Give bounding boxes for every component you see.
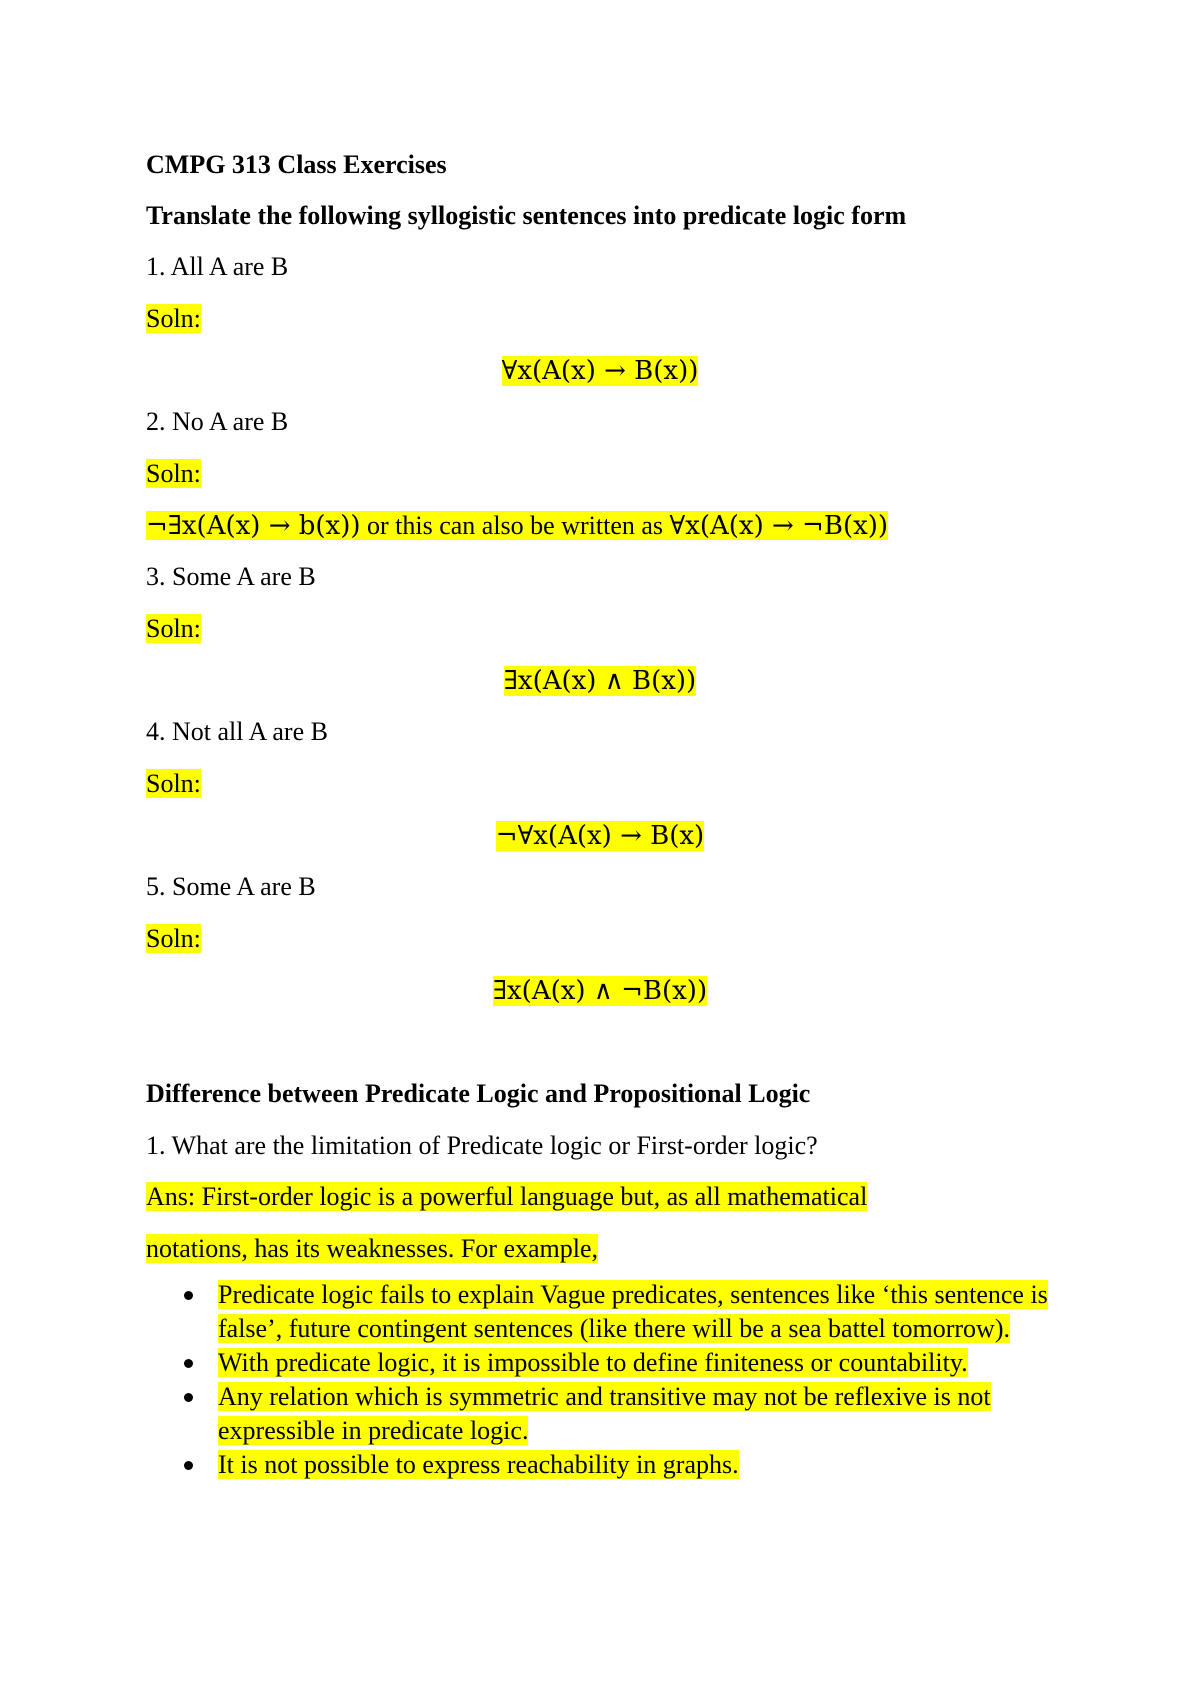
section2-heading: Difference between Predicate Logic and Propositional Logic: [146, 1079, 811, 1108]
question-2: 2. No A are B: [146, 407, 289, 436]
answer-4: ¬∀x(A(x) → B(x): [495, 821, 705, 851]
bullet-icon: [184, 1393, 193, 1402]
bullet-text-4: It is not possible to express reachability in graphs.: [218, 1450, 739, 1479]
bullet-icon: [184, 1359, 193, 1368]
list-item: [180, 1380, 1060, 1448]
soln-label-2: Soln:: [146, 459, 201, 488]
answer-2-part1: ¬∃x(A(x) → b(x)): [146, 511, 361, 541]
bullet-text-3: Any relation which is symmetric and transitive may not be reflexive is not expressible in predicate logic.: [218, 1382, 991, 1445]
answer-2-mid: or this can also be written as: [360, 511, 670, 540]
section2-question: 1. What are the limitation of Predicate logic or First-order logic?: [146, 1131, 818, 1160]
answer-line-1: Ans: First-order logic is a powerful language but, as all mathematical: [146, 1182, 868, 1211]
bullet-text-1: Predicate logic fails to explain Vague predicates, sentences like ‘this sentence is false’, future contingent sentences (like there will be a sea battel tomorrow).: [218, 1280, 1048, 1343]
soln-label-3: Soln:: [146, 614, 201, 643]
soln-label-4: Soln:: [146, 769, 201, 798]
soln-label-1: Soln:: [146, 304, 201, 333]
answer-3: ∃x(A(x) ∧ B(x)): [503, 666, 697, 696]
bullet-icon: [184, 1461, 193, 1470]
list-item: [180, 1346, 1060, 1380]
list-item: [180, 1448, 1060, 1482]
question-1: 1. All A are B: [146, 252, 289, 281]
limitations-list: [180, 1278, 1060, 1482]
question-5: 5. Some A are B: [146, 872, 316, 901]
question-4: 4. Not all A are B: [146, 717, 328, 746]
answer-line-2: notations, has its weaknesses. For example,: [146, 1234, 599, 1263]
answer-2: [146, 511, 888, 540]
doc-title: CMPG 313 Class Exercises: [146, 150, 447, 179]
bullet-icon: [184, 1291, 193, 1300]
answer-1: ∀x(A(x) → B(x)): [501, 356, 699, 386]
soln-label-5: Soln:: [146, 924, 201, 953]
list-item: [180, 1278, 1060, 1346]
answer-5: ∃x(A(x) ∧ ¬B(x)): [492, 976, 708, 1006]
instruction: Translate the following syllogistic sentences into predicate logic form: [146, 201, 907, 230]
answer-2-part2: ∀x(A(x) → ¬B(x)): [669, 511, 889, 541]
bullet-text-2: With predicate logic, it is impossible to define finiteness or countability.: [218, 1348, 968, 1377]
question-3: 3. Some A are B: [146, 562, 316, 591]
